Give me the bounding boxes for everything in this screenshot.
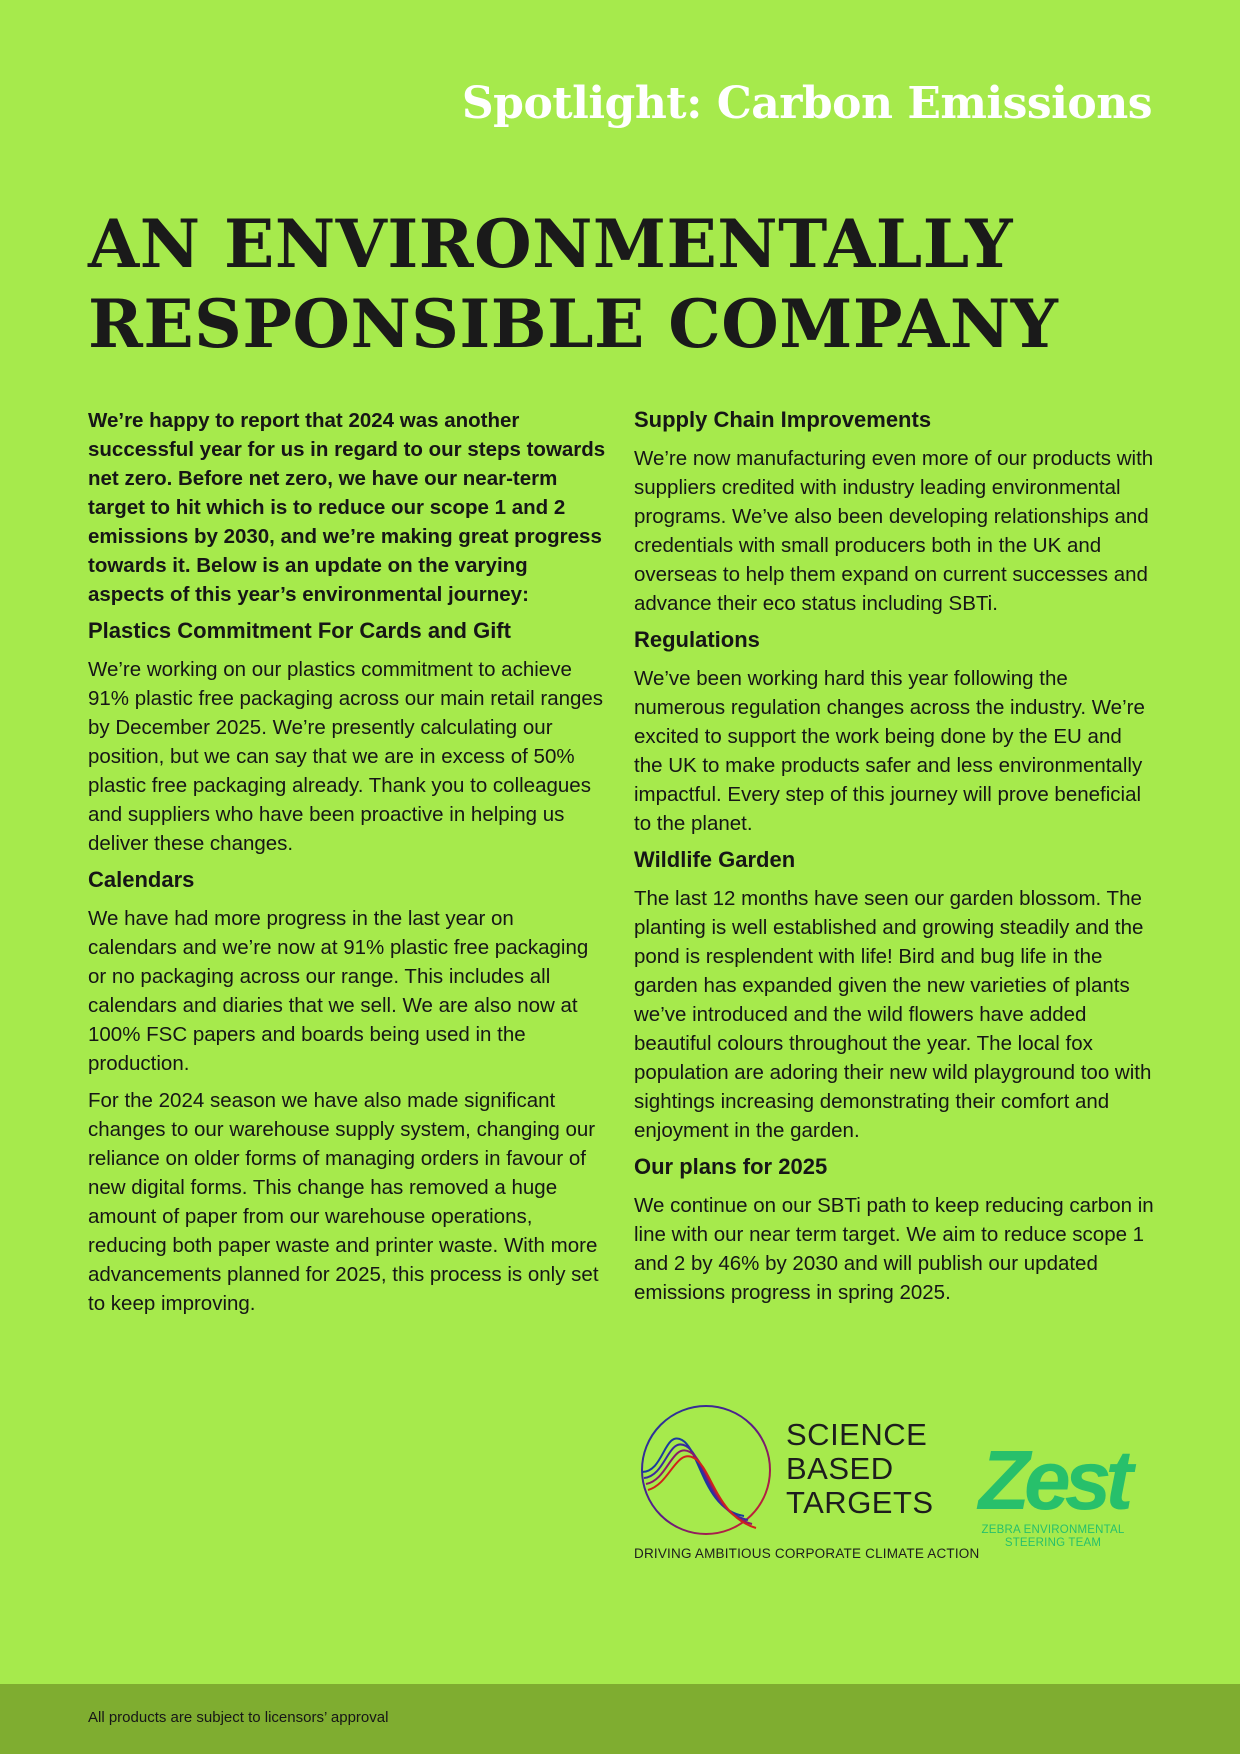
- page-title: [88, 204, 1168, 364]
- calendars-body-1: We have had more progress in the last year on calendars and we’re now at 91% plastic free packaging or no packaging across our range. This includes all calendars and diaries that we sell. We are also now at 100% FSC papers and boards being used in the production.: [88, 907, 589, 1075]
- regulations-body: We’ve been working hard this year following the numerous regulation changes across the industry. We’re excited to support the work being done by the EU and the UK to make products safer and less environmentally impactful. Every step of this journey will prove beneficial to the planet.: [634, 667, 1145, 835]
- supply-chain-section: [634, 406, 1154, 618]
- sbt-word-3: TARGETS: [786, 1485, 934, 1520]
- spotlight-heading: Spotlight: Carbon Emissions: [461, 78, 1152, 129]
- plans-section: [634, 1153, 1154, 1307]
- footer-disclaimer: All products are subject to licensors’ approval: [88, 1709, 389, 1726]
- sbt-logo: [634, 1400, 980, 1570]
- calendars-body-2: For the 2024 season we have also made significant changes to our warehouse supply system, changing our reliance on older forms of managing orders in favour of new digital forms. This change has removed a huge amount of paper from our warehouse operations, reducing both paper waste and printer waste. With more advancements planned for 2025, this process is only set to keep improving.: [88, 1089, 599, 1315]
- wildlife-heading: Wildlife Garden: [634, 847, 796, 872]
- supply-chain-body: We’re now manufacturing even more of our products with suppliers credited with industry leading environmental programs. We’ve also been developing relationships and credentials with small producers both in the UK and overseas to help them expand on current successes and advance their eco status including SBTi.: [634, 447, 1154, 615]
- sbt-wordmark: [786, 1418, 934, 1520]
- plans-body: We continue on our SBTi path to keep reducing carbon in line with our near term target. We aim to reduce scope 1 and 2 by 46% by 2030 and will publish our updated emissions progress in spring 2025.: [634, 1194, 1154, 1304]
- regulations-section: [634, 626, 1154, 838]
- calendars-heading: Calendars: [88, 867, 195, 892]
- sbt-tagline: DRIVING AMBITIOUS CORPORATE CLIMATE ACTION: [634, 1546, 980, 1561]
- zest-logo: [958, 1433, 1148, 1550]
- right-column: [634, 406, 1154, 1315]
- plastics-section: [88, 617, 608, 858]
- wildlife-section: [634, 846, 1154, 1145]
- sbt-word-2: BASED: [786, 1451, 894, 1486]
- calendars-section: [88, 866, 608, 1318]
- plans-heading: Our plans for 2025: [634, 1154, 828, 1179]
- intro-paragraph: We’re happy to report that 2024 was another successful year for us in regard to our steps towards net zero. Before net zero, we have our near-term target to hit which is to reduce our scope 1 and 2 emissions by 2030, and we’re making great progress towards it. Below is an update on the varying aspects of this year’s environmental journey:: [88, 409, 606, 606]
- plastics-heading: Plastics Commitment For Cards and Gift: [88, 618, 511, 643]
- sbt-word-1: SCIENCE: [786, 1417, 928, 1452]
- zest-subtitle-line-1: ZEBRA ENVIRONMENTAL: [981, 1524, 1125, 1536]
- page-title-line-2: RESPONSIBLE COMPANY: [88, 285, 1059, 363]
- sbt-circle-icon: [634, 1400, 784, 1540]
- zest-subtitle-line-2: STEERING TEAM: [1004, 1537, 1102, 1549]
- zest-subtitle: [958, 1524, 1148, 1550]
- plastics-body: We’re working on our plastics commitment to achieve 91% plastic free packaging across our main retail ranges by December 2025. We’re presently calculating our position, but we can say that we are in excess of 50% plastic free packaging already. Thank you to colleagues and suppliers who have been proactive in helping us deliver these changes.: [88, 658, 604, 855]
- page-title-line-1: AN ENVIRONMENTALLY: [88, 205, 1014, 283]
- logos-area: [634, 1400, 1154, 1570]
- zest-wordmark: Zest: [978, 1433, 1128, 1527]
- supply-chain-heading: Supply Chain Improvements: [634, 407, 932, 432]
- wildlife-body: The last 12 months have seen our garden blossom. The planting is well established and growing steadily and the pond is resplendent with life! Bird and bug life in the garden has expanded given the new varieties of plants we’ve introduced and the wild flowers have added beautiful colours throughout the year. The local fox population are adoring their new wild playground too with sightings increasing demonstrating their comfort and enjoyment in the garden.: [634, 887, 1152, 1142]
- left-column: [88, 406, 608, 1326]
- footer-bar: [0, 1684, 1240, 1754]
- regulations-heading: Regulations: [634, 627, 760, 652]
